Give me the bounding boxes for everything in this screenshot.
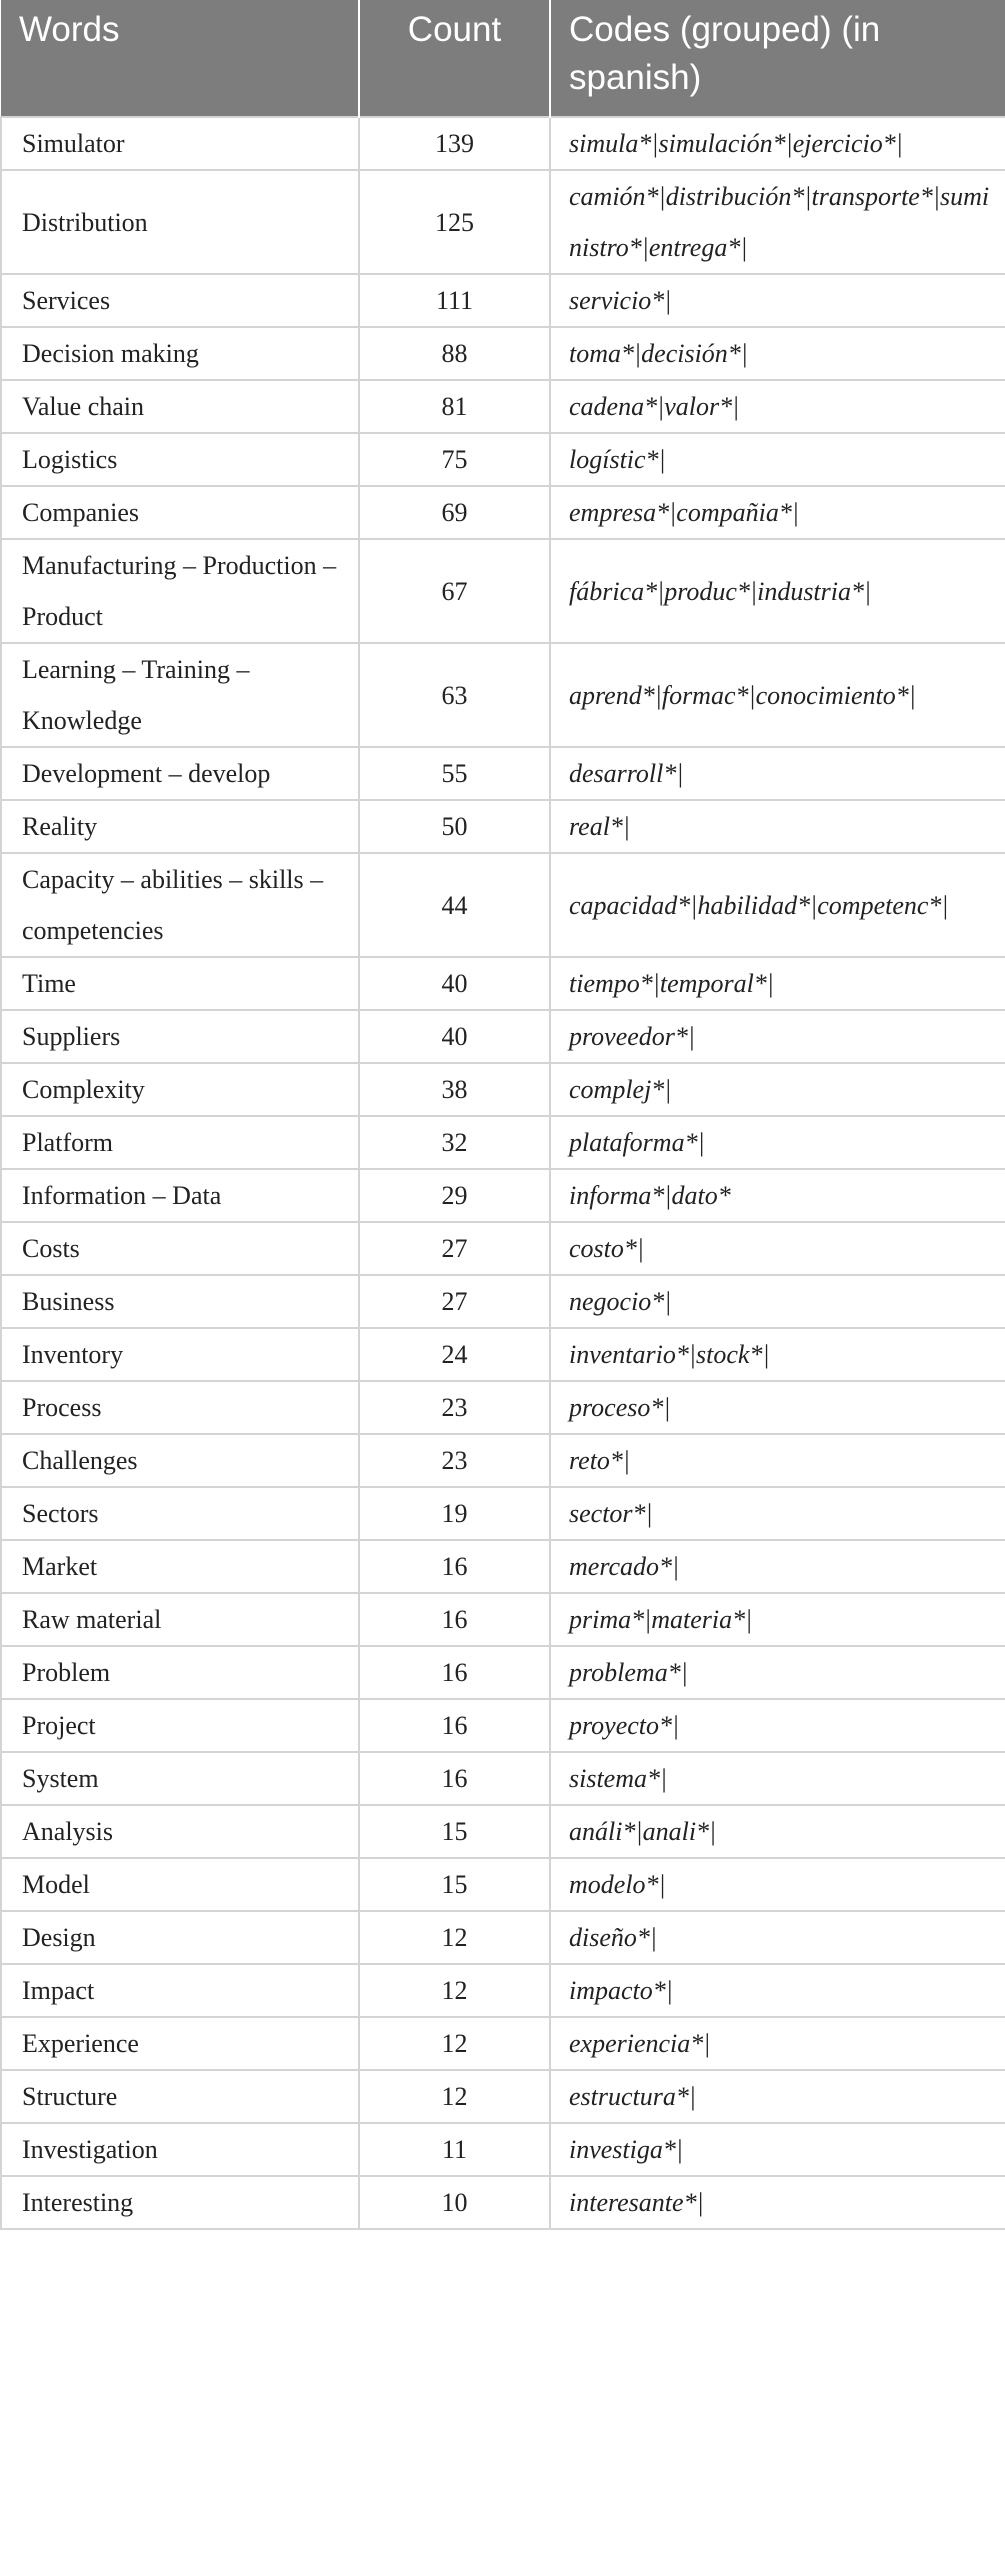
count-cell: 44 [359, 853, 550, 957]
codes-cell [550, 1805, 1005, 1858]
header-count: Count [359, 0, 550, 117]
codes-cell [550, 170, 1005, 274]
codes-cell [550, 1752, 1005, 1805]
table-row [1, 853, 1005, 957]
table-row [1, 1487, 1005, 1540]
codes-text: cadena*|valor*| [569, 392, 740, 421]
word-cell: Problem [1, 1646, 359, 1699]
table-row [1, 1169, 1005, 1222]
word-cell: Suppliers [1, 1010, 359, 1063]
table-row [1, 1328, 1005, 1381]
codes-cell [550, 1858, 1005, 1911]
word-cell: System [1, 1752, 359, 1805]
count-cell: 29 [359, 1169, 550, 1222]
table-row [1, 1222, 1005, 1275]
codes-cell [550, 747, 1005, 800]
word-cell: Model [1, 1858, 359, 1911]
word-cell: Capacity – abilities – skills – competencies [1, 853, 359, 957]
codes-cell [550, 380, 1005, 433]
count-cell: 40 [359, 957, 550, 1010]
codes-cell [550, 1593, 1005, 1646]
codes-cell [550, 2176, 1005, 2229]
table-row [1, 747, 1005, 800]
codes-cell [550, 433, 1005, 486]
count-cell: 23 [359, 1381, 550, 1434]
codes-cell [550, 1169, 1005, 1222]
table-row [1, 957, 1005, 1010]
count-cell: 75 [359, 433, 550, 486]
codes-text: proyecto*| [569, 1711, 680, 1740]
count-cell: 16 [359, 1540, 550, 1593]
codes-text: reto*| [569, 1446, 631, 1475]
count-cell: 12 [359, 2070, 550, 2123]
word-cell: Information – Data [1, 1169, 359, 1222]
codes-text: mercado*| [569, 1552, 680, 1581]
count-cell: 10 [359, 2176, 550, 2229]
table-row [1, 1699, 1005, 1752]
count-cell: 15 [359, 1858, 550, 1911]
word-cell: Value chain [1, 380, 359, 433]
codes-cell [550, 1434, 1005, 1487]
word-cell: Decision making [1, 327, 359, 380]
codes-cell [550, 274, 1005, 327]
codes-text: tiempo*|temporal*| [569, 969, 774, 998]
count-cell: 16 [359, 1752, 550, 1805]
codes-text: sector*| [569, 1499, 653, 1528]
codes-text: aprend*|formac*|conocimiento*| [569, 680, 916, 710]
table-body [1, 117, 1005, 2229]
codes-text: proveedor*| [569, 1022, 696, 1051]
word-cell: Time [1, 957, 359, 1010]
count-cell: 88 [359, 327, 550, 380]
codes-cell [550, 1911, 1005, 1964]
codes-text: empresa*|compañia*| [569, 498, 799, 527]
codes-cell [550, 1540, 1005, 1593]
word-cell: Companies [1, 486, 359, 539]
codes-cell [550, 117, 1005, 170]
table-row [1, 800, 1005, 853]
codes-cell [550, 486, 1005, 539]
word-cell: Complexity [1, 1063, 359, 1116]
codes-cell [550, 2070, 1005, 2123]
codes-cell [550, 1381, 1005, 1434]
word-cell: Analysis [1, 1805, 359, 1858]
table-row [1, 486, 1005, 539]
table-row [1, 1964, 1005, 2017]
table-row [1, 1911, 1005, 1964]
header-codes: Codes (grouped) (in spanish) [550, 0, 1005, 117]
count-cell: 12 [359, 1911, 550, 1964]
count-cell: 16 [359, 1593, 550, 1646]
table-row [1, 117, 1005, 170]
codes-cell [550, 1275, 1005, 1328]
table-row [1, 1116, 1005, 1169]
word-cell: Investigation [1, 2123, 359, 2176]
table-row [1, 539, 1005, 643]
codes-cell [550, 1487, 1005, 1540]
codes-cell [550, 2017, 1005, 2070]
count-cell: 38 [359, 1063, 550, 1116]
word-cell: Challenges [1, 1434, 359, 1487]
codes-text: negocio*| [569, 1287, 672, 1316]
codes-text: logístic*| [569, 445, 666, 474]
word-cell: Distribution [1, 170, 359, 274]
table-row [1, 1752, 1005, 1805]
word-cell: Interesting [1, 2176, 359, 2229]
word-cell: Process [1, 1381, 359, 1434]
codes-cell [550, 327, 1005, 380]
table-row [1, 1646, 1005, 1699]
word-cell: Project [1, 1699, 359, 1752]
word-cell: Platform [1, 1116, 359, 1169]
table-row [1, 433, 1005, 486]
codes-text: real*| [569, 812, 631, 841]
codes-text: diseño*| [569, 1923, 658, 1952]
codes-cell [550, 643, 1005, 747]
codes-text: capacidad*|habilidad*|competenc*| [569, 890, 949, 920]
codes-text: proceso*| [569, 1393, 671, 1422]
table-row [1, 1805, 1005, 1858]
table-row [1, 1063, 1005, 1116]
table-row [1, 2123, 1005, 2176]
count-cell: 24 [359, 1328, 550, 1381]
codes-text: fábrica*|produc*|industria*| [569, 576, 872, 606]
count-cell: 50 [359, 800, 550, 853]
codes-cell [550, 1063, 1005, 1116]
codes-cell [550, 853, 1005, 957]
codes-cell [550, 1964, 1005, 2017]
count-cell: 11 [359, 2123, 550, 2176]
codes-text: investiga*| [569, 2135, 684, 2164]
codes-cell [550, 800, 1005, 853]
codes-text: toma*|decisión*| [569, 339, 748, 368]
codes-text: sistema*| [569, 1764, 668, 1793]
codes-text: plataforma*| [569, 1128, 705, 1157]
table-row [1, 274, 1005, 327]
codes-cell [550, 1328, 1005, 1381]
table-row [1, 2017, 1005, 2070]
table-header [1, 0, 1005, 117]
count-cell: 55 [359, 747, 550, 800]
word-cell: Learning – Training – Knowledge [1, 643, 359, 747]
count-cell: 63 [359, 643, 550, 747]
codes-cell [550, 957, 1005, 1010]
table-row [1, 1275, 1005, 1328]
count-cell: 40 [359, 1010, 550, 1063]
table-row [1, 327, 1005, 380]
count-cell: 67 [359, 539, 550, 643]
codes-text: servicio*| [569, 286, 672, 315]
codes-cell [550, 1116, 1005, 1169]
codes-cell [550, 1699, 1005, 1752]
count-cell: 69 [359, 486, 550, 539]
word-cell: Business [1, 1275, 359, 1328]
codes-text: experiencia*| [569, 2029, 711, 2058]
table-row [1, 1540, 1005, 1593]
word-cell: Market [1, 1540, 359, 1593]
codes-cell [550, 1646, 1005, 1699]
word-cell: Impact [1, 1964, 359, 2017]
codes-text: costo*| [569, 1234, 645, 1263]
table-row [1, 170, 1005, 274]
word-cell: Development – develop [1, 747, 359, 800]
count-cell: 23 [359, 1434, 550, 1487]
word-cell: Reality [1, 800, 359, 853]
codes-cell [550, 539, 1005, 643]
codes-text: análi*|anali*| [569, 1817, 717, 1846]
codes-text: complej*| [569, 1075, 672, 1104]
codes-text: prima*|materia*| [569, 1605, 753, 1634]
codes-cell [550, 2123, 1005, 2176]
word-cell: Costs [1, 1222, 359, 1275]
table-row [1, 1381, 1005, 1434]
count-cell: 111 [359, 274, 550, 327]
codes-cell [550, 1010, 1005, 1063]
table-row [1, 2070, 1005, 2123]
table-row [1, 1010, 1005, 1063]
count-cell: 27 [359, 1275, 550, 1328]
count-cell: 19 [359, 1487, 550, 1540]
word-cell: Manufacturing – Production – Product [1, 539, 359, 643]
codes-cell [550, 1222, 1005, 1275]
count-cell: 125 [359, 170, 550, 274]
word-cell: Services [1, 274, 359, 327]
count-cell: 139 [359, 117, 550, 170]
word-cell: Design [1, 1911, 359, 1964]
codes-text: simula*|simulación*|ejercicio*| [569, 129, 903, 158]
header-row [1, 0, 1005, 117]
count-cell: 16 [359, 1646, 550, 1699]
word-cell: Inventory [1, 1328, 359, 1381]
table-row [1, 643, 1005, 747]
count-cell: 27 [359, 1222, 550, 1275]
count-cell: 15 [359, 1805, 550, 1858]
codes-text: problema*| [569, 1658, 688, 1687]
word-cell: Sectors [1, 1487, 359, 1540]
codes-text: camión*|distribución*|transporte*|suministro*|entrega*| [569, 182, 990, 262]
word-cell: Logistics [1, 433, 359, 486]
codes-text: informa*|dato* [569, 1181, 731, 1210]
word-cell: Structure [1, 2070, 359, 2123]
count-cell: 32 [359, 1116, 550, 1169]
word-cell: Experience [1, 2017, 359, 2070]
codes-text: interesante*| [569, 2188, 704, 2217]
count-cell: 16 [359, 1699, 550, 1752]
table-row [1, 1858, 1005, 1911]
table-row [1, 1434, 1005, 1487]
codes-text: modelo*| [569, 1870, 666, 1899]
count-cell: 12 [359, 2017, 550, 2070]
count-cell: 81 [359, 380, 550, 433]
codes-text: desarroll*| [569, 759, 684, 788]
word-cell: Simulator [1, 117, 359, 170]
word-cell: Raw material [1, 1593, 359, 1646]
codes-text: impacto*| [569, 1976, 673, 2005]
table-row [1, 2176, 1005, 2229]
table-row [1, 1593, 1005, 1646]
count-cell: 12 [359, 1964, 550, 2017]
codes-text: inventario*|stock*| [569, 1340, 770, 1369]
header-words: Words [1, 0, 359, 117]
codes-text: estructura*| [569, 2082, 697, 2111]
table-row [1, 380, 1005, 433]
